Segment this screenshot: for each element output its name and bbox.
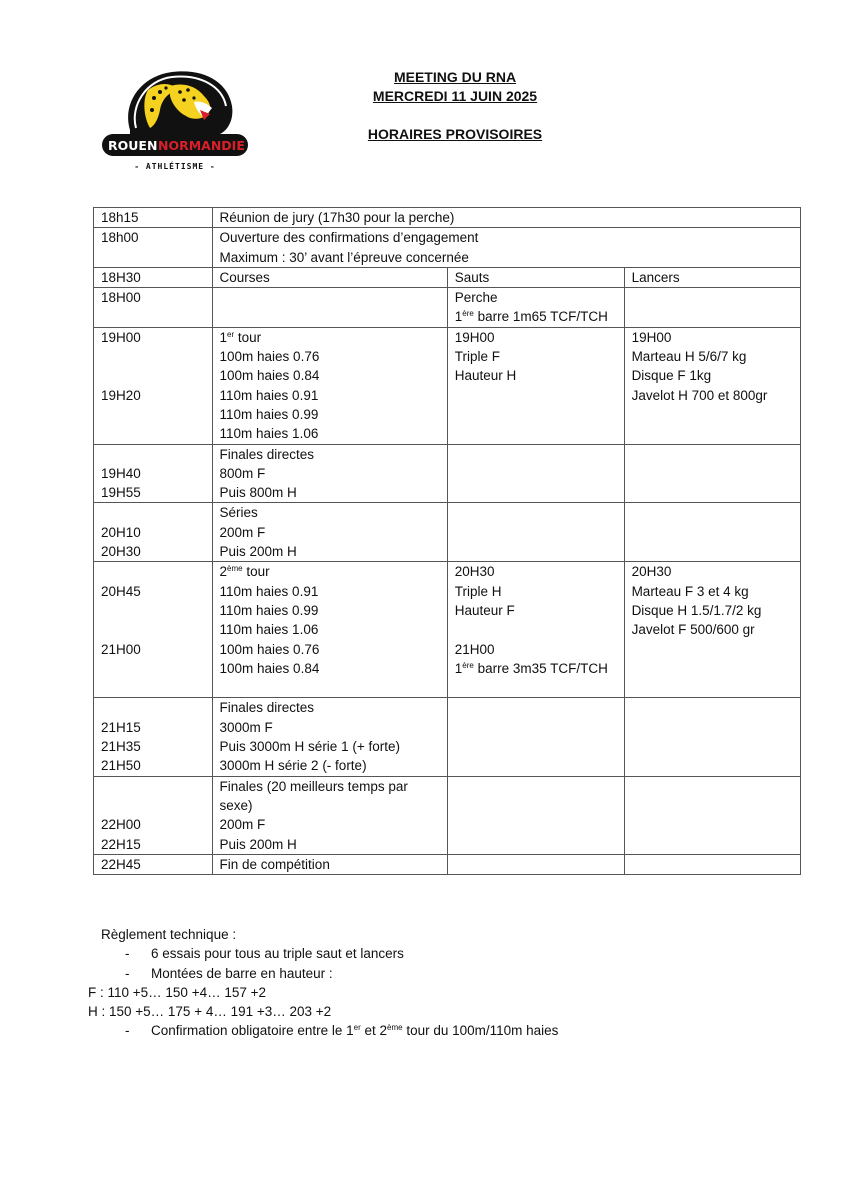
time-line bbox=[101, 562, 205, 581]
time-line: 21H50 bbox=[101, 758, 141, 774]
event-line: Puis 200m H bbox=[219, 544, 297, 560]
time-line: 21H00 bbox=[101, 641, 141, 657]
lancers-cell bbox=[624, 776, 800, 854]
event-line: sexe) bbox=[219, 797, 253, 813]
rule-item bbox=[101, 1021, 558, 1040]
time-cell: 22H45 bbox=[94, 854, 213, 874]
table-row-800m bbox=[94, 444, 801, 503]
event-line: Finales directes bbox=[219, 700, 315, 716]
rules-title: Règlement technique : bbox=[101, 927, 237, 942]
time-cell: 18H30 bbox=[94, 267, 213, 287]
time-cell bbox=[94, 776, 213, 854]
column-header-lancers: Lancers bbox=[624, 267, 800, 287]
courses-cell bbox=[212, 776, 447, 854]
time-cell bbox=[94, 444, 213, 503]
event-line: 20H30 bbox=[454, 564, 495, 580]
schedule-subtitle: HORAIRES PROVISOIRES bbox=[367, 126, 543, 142]
event-line: 200m F bbox=[219, 817, 266, 833]
time-line bbox=[101, 366, 205, 385]
sauts-cell bbox=[447, 288, 624, 328]
sauts-cell bbox=[447, 327, 624, 444]
courses-cell bbox=[212, 698, 447, 776]
courses-cell bbox=[212, 288, 447, 328]
event-line: Puis 800m H bbox=[219, 485, 297, 501]
event-line: 110m haies 0.99 bbox=[219, 602, 319, 618]
ordinal-number: 1 bbox=[454, 309, 463, 325]
ordinal-suffix: ème bbox=[387, 1023, 403, 1033]
time-line: 19H20 bbox=[101, 387, 141, 403]
event-line: Marteau F 3 et 4 kg bbox=[631, 583, 749, 599]
event-line: 200m F bbox=[219, 524, 266, 540]
confirmations-deadline-line: Maximum : 30’ avant l’épreuve concernée bbox=[219, 249, 469, 265]
event-line: Séries bbox=[219, 505, 258, 521]
rule-text: Confirmation obligatoire entre le 1 bbox=[151, 1023, 354, 1039]
event-line: 19H00 bbox=[631, 329, 672, 345]
time-line: 19H00 bbox=[101, 329, 141, 345]
confirmations-line: Ouverture des confirmations d’engagement bbox=[219, 230, 479, 246]
lancers-cell bbox=[624, 698, 800, 776]
logo-subtitle: - ATHLÉTISME - bbox=[134, 162, 216, 171]
event-line: Puis 3000m H série 1 (+ forte) bbox=[219, 739, 400, 755]
event-line: 3000m H série 2 (- forte) bbox=[219, 758, 367, 774]
event-line: 110m haies 0.99 bbox=[219, 406, 319, 422]
time-line bbox=[101, 777, 205, 796]
event-line bbox=[455, 620, 617, 639]
bullet-dash: - bbox=[125, 965, 130, 981]
sauts-cell bbox=[447, 444, 624, 503]
table-row-tour2 bbox=[94, 562, 801, 698]
courses-cell: Fin de compétition bbox=[212, 854, 447, 874]
event-line: Hauteur H bbox=[454, 368, 517, 384]
time-line: 20H45 bbox=[101, 583, 141, 599]
bullet-dash: - bbox=[125, 946, 130, 962]
table-row-end bbox=[94, 854, 801, 874]
time-line bbox=[101, 698, 205, 717]
ordinal-suffix: ère bbox=[462, 660, 474, 670]
lancers-cell bbox=[624, 327, 800, 444]
event-text: barre 1m65 TCF/TCH bbox=[473, 309, 608, 325]
time-line bbox=[101, 405, 205, 424]
event-line: Hauteur F bbox=[454, 602, 515, 618]
event-line: 100m haies 0.76 bbox=[219, 641, 320, 657]
time-line: 19H55 bbox=[101, 485, 141, 501]
table-row-perche bbox=[94, 288, 801, 328]
event-line: Finales (20 meilleurs temps par bbox=[219, 778, 408, 794]
time-line bbox=[101, 678, 205, 697]
event-line: Marteau H 5/6/7 kg bbox=[631, 349, 747, 365]
time-line bbox=[101, 424, 205, 443]
event-line: 100m haies 0.76 bbox=[219, 349, 320, 365]
event-line: Javelot H 700 et 800gr bbox=[631, 387, 768, 403]
courses-cell bbox=[212, 503, 447, 562]
time-line bbox=[101, 601, 205, 620]
event-line: Finales directes bbox=[219, 446, 315, 462]
event-line: 100m haies 0.84 bbox=[219, 660, 320, 676]
time-line bbox=[101, 445, 205, 464]
table-row-series bbox=[94, 503, 801, 562]
event-text: tour bbox=[242, 564, 270, 580]
time-cell: 18h00 bbox=[94, 228, 213, 268]
sauts-cell bbox=[447, 503, 624, 562]
time-cell: 18H00 bbox=[94, 288, 213, 328]
column-header-courses: Courses bbox=[212, 267, 447, 287]
table-row-3000m bbox=[94, 698, 801, 776]
event-text: tour bbox=[234, 329, 262, 345]
rule-text: 6 essais pour tous au triple saut et lancers bbox=[151, 946, 404, 962]
lancers-cell bbox=[624, 503, 800, 562]
column-header-sauts: Sauts bbox=[447, 267, 624, 287]
time-line: 21H15 bbox=[101, 719, 141, 735]
time-line: 21H35 bbox=[101, 739, 141, 755]
lancers-cell bbox=[624, 288, 800, 328]
schedule-table bbox=[93, 207, 801, 875]
ordinal-number: 2 bbox=[219, 564, 228, 580]
technical-rules bbox=[88, 925, 559, 1041]
rule-text: et 2 bbox=[360, 1023, 388, 1039]
time-cell bbox=[94, 698, 213, 776]
event-line bbox=[220, 562, 440, 581]
table-row-confirmations bbox=[94, 228, 801, 268]
time-cell bbox=[94, 503, 213, 562]
ordinal-suffix: er bbox=[227, 329, 235, 339]
time-line: 19H40 bbox=[101, 465, 141, 481]
table-row-finales-200m bbox=[94, 776, 801, 854]
event-line: 20H30 bbox=[631, 564, 672, 580]
event-line: 110m haies 0.91 bbox=[219, 583, 319, 599]
event-line: 110m haies 1.06 bbox=[219, 426, 319, 442]
rule-text: tour du 100m/110m haies bbox=[402, 1023, 559, 1039]
event-line: Disque F 1kg bbox=[631, 368, 712, 384]
time-line bbox=[101, 503, 205, 522]
event-line: 19H00 bbox=[454, 329, 495, 345]
time-line bbox=[101, 796, 205, 815]
logo-name-part2: NORMANDIE bbox=[158, 138, 245, 153]
event-cell: Réunion de jury (17h30 pour la perche) bbox=[212, 208, 800, 228]
rule-text: Montées de barre en hauteur : bbox=[151, 965, 333, 981]
time-line: 20H30 bbox=[101, 544, 141, 560]
rule-item bbox=[101, 964, 558, 983]
table-row-tour1 bbox=[94, 327, 801, 444]
event-line: 100m haies 0.84 bbox=[219, 368, 320, 384]
event-line: Triple H bbox=[454, 583, 502, 599]
rouen-normandie-logo bbox=[100, 68, 250, 176]
rule-item bbox=[101, 944, 558, 963]
time-line: 22H00 bbox=[101, 817, 141, 833]
lancers-cell bbox=[624, 854, 800, 874]
event-line bbox=[220, 328, 440, 347]
time-line: 20H10 bbox=[101, 524, 141, 540]
time-cell bbox=[94, 327, 213, 444]
height-progression-men: H : 150 +5… 175 + 4… 191 +3… 203 +2 bbox=[88, 1004, 332, 1020]
time-cell bbox=[94, 562, 213, 698]
event-line: 3000m F bbox=[219, 719, 273, 735]
table-row-jury bbox=[94, 208, 801, 228]
sauts-cell bbox=[447, 562, 624, 698]
event-line bbox=[455, 307, 617, 326]
event-cell bbox=[212, 228, 800, 268]
logo-name-part1: ROUEN bbox=[108, 138, 158, 153]
event-line: Triple F bbox=[454, 349, 501, 365]
lancers-cell bbox=[624, 562, 800, 698]
sauts-cell bbox=[447, 854, 624, 874]
time-line bbox=[101, 620, 205, 639]
meeting-title: MEETING DU RNA bbox=[393, 69, 517, 85]
jaguar-emblem-icon bbox=[128, 71, 232, 134]
document-header bbox=[340, 68, 570, 144]
empty-line bbox=[220, 678, 440, 697]
meeting-date: MERCREDI 11 JUIN 2025 bbox=[372, 88, 538, 104]
event-line: Perche bbox=[454, 290, 498, 306]
event-line: Javelot F 500/600 gr bbox=[631, 622, 755, 638]
courses-cell bbox=[212, 562, 447, 698]
event-line: 110m haies 0.91 bbox=[219, 387, 319, 403]
event-text: barre 3m35 TCF/TCH bbox=[473, 660, 608, 676]
ordinal-suffix: ère bbox=[462, 309, 474, 319]
ordinal-suffix: er bbox=[353, 1023, 361, 1033]
time-line: 22H15 bbox=[101, 836, 141, 852]
sauts-cell bbox=[447, 776, 624, 854]
event-line: 110m haies 1.06 bbox=[219, 622, 319, 638]
event-line bbox=[455, 659, 617, 678]
courses-cell bbox=[212, 444, 447, 503]
ordinal-number: 1 bbox=[454, 660, 463, 676]
event-line: 21H00 bbox=[454, 641, 495, 657]
sauts-cell bbox=[447, 698, 624, 776]
courses-cell bbox=[212, 327, 447, 444]
ordinal-number: 1 bbox=[219, 329, 228, 345]
height-progression-women: F : 110 +5… 150 +4… 157 +2 bbox=[88, 984, 266, 1000]
bullet-dash: - bbox=[125, 1023, 130, 1039]
time-line bbox=[101, 659, 205, 678]
time-cell: 18h15 bbox=[94, 208, 213, 228]
event-line: Puis 200m H bbox=[219, 836, 297, 852]
event-line: 800m F bbox=[219, 465, 266, 481]
time-line bbox=[101, 347, 205, 366]
ordinal-suffix: ème bbox=[227, 564, 243, 574]
event-line: Disque H 1.5/1.7/2 kg bbox=[631, 602, 762, 618]
table-header-row bbox=[94, 267, 801, 287]
lancers-cell bbox=[624, 444, 800, 503]
